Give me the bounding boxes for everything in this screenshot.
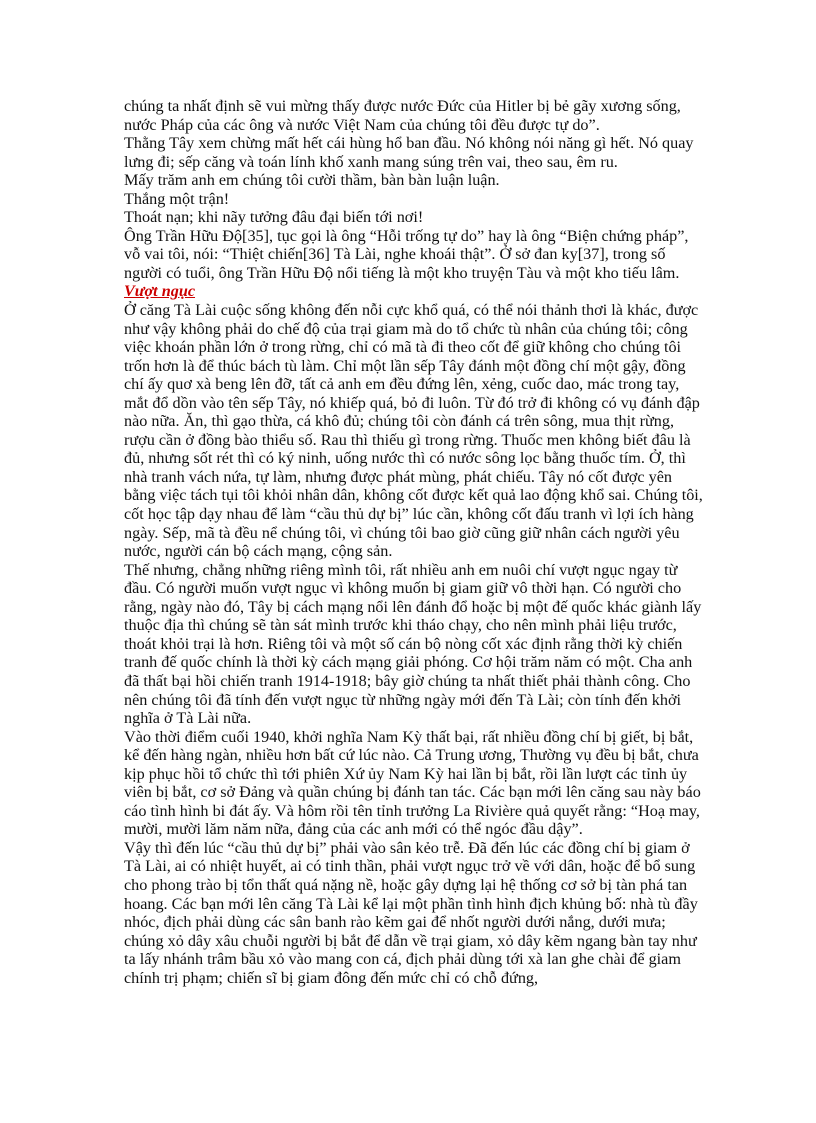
paragraph: Thoát nạn; khi nãy tưởng đâu đại biến tới nơi! [124,208,424,227]
paragraph: Vậy thì đến lúc “cầu thủ dự bị” phải vào sân kẻo trễ. Đã đến lúc các đồng chí bị giam ở Tà Lài, ai có nhiệt huyết, ai có tinh thần, phải vượt ngục trở về với dân, hoặc để bổ sung cho phong trào bị tổn thất quá nặng nề, hoặc gây dựng lại hệ thống cơ sở bị tàn phá tan hoang. Các bạn mới lên căng Tà Lài kể lại một phần tình hình địch khủng bố: nhà tù đầy nhóc, địch phải dùng các sân banh rào kẽm gai để nhốt người dưới nắng, dưới mưa; chúng xỏ dây xâu chuỗi người bị bắt để dẫn về trại giam, xỏ dây kẽm ngang bàn tay như ta lấy nhánh trâm bầu xỏ vào mang con cá, địch phải dùng tới xà lan ghe chài để giam chính trị phạm; chiến sĩ bị giam đông đến mức chỉ có chỗ đứng, [124,838,698,987]
paragraph: chúng ta nhất định sẽ vui mừng thấy được nước Đức của Hitler bị bẻ gãy xương sống, nước Pháp của các ông và nước Việt Nam của chúng tôi đều được tự do”. [124,97,681,134]
paragraph: Thắng một trận! [124,189,230,208]
section-heading: Vượt ngục [124,282,196,301]
document-page [124,97,704,987]
paragraph: Mấy trăm anh em chúng tôi cười thầm, bàn bàn luận luận. [124,171,500,190]
paragraph: Thằng Tây xem chừng mất hết cái hùng hổ ban đầu. Nó không nói năng gì hết. Nó quay lưng đi; sếp căng và toán lính khố xanh mang súng trên vai, theo sau, êm ru. [124,134,694,171]
paragraph: Ở căng Tà Lài cuộc sống không đến nỗi cực khổ quá, có thể nói thảnh thơi là khác, được như vậy không phải do chế độ của trại giam mà do tổ chức tù nhân của chúng tôi; công việc khoán phần lớn ở trong rừng, chỉ có mã tà đi theo cốt để giữ không cho chúng tôi trốn hơn là để thúc bách tù làm. Chỉ một lần sếp Tây đánh một đồng chí một gậy, đồng chí ấy quơ xà beng lên đỡ, tất cả anh em đều đứng lên, xẻng, cuốc dao, mác trong tay, mắt đổ dồn vào tên sếp Tây, nó khiếp quá, bỏ đi luôn. Từ đó trở đi không có vụ đánh đập nào nữa. Ăn, thì gạo thừa, cá khô đủ; chúng tôi còn đánh cá trên sông, mua thịt rừng, rượu cần ở đồng bào thiểu số. Rau thì thiếu gì trong rừng. Thuốc men không biết đâu là đủ, nhưng sốt rét thì có ký ninh, uống nước thì có nước sông lọc bằng thuốc tím. Ở, thì nhà tranh vách nứa, tự làm, nhưng được phát mùng, phát chiếu. Tây nó cốt được yên bằng việc tách tụi tôi khỏi nhân dân, không cốt được kết quả lao động khổ sai. Chúng tôi, cốt học tập dạy nhau để làm “cầu thủ dự bị” lúc cần, không cốt đấu tranh vì lợi ích hàng ngày. Sếp, mã tà đều nể chúng tôi, vì chúng tôi bao giờ cũng giữ nhân cách người yêu nước, người cán bộ cách mạng, cộng sản. [124,301,703,561]
paragraph: Thế nhưng, chẳng những riêng mình tôi, rất nhiều anh em nuôi chí vượt ngục ngay từ đầu. Có người muốn vượt ngục vì không muốn bị giam giữ vô thời hạn. Có người cho rằng, ngày nào đó, Tây bị cách mạng nổi lên đánh đổ hoặc bị một đế quốc khác giành lấy thuộc địa thì chúng sẽ tàn sát mình trước khi tháo chạy, cho nên mình phải liệu trước, thoát khỏi trại là hơn. Riêng tôi và một số cán bộ nòng cốt xác định rằng thời kỳ chiến tranh đế quốc chính là thời kỳ cách mạng giải phóng. Cơ hội trăm năm có một. Cha anh đã thất bại hồi chiến tranh 1914-1918; bây giờ chúng ta nhất thiết phải thành công. Cho nên chúng tôi đã tính đến vượt ngục từ những ngày mới đến Tà Lài; còn tính đến khởi nghĩa ở Tà Lài nữa. [124,560,702,728]
paragraph: Ông Trần Hữu Độ[35], tục gọi là ông “Hỗi trống tự do” hay là ông “Biện chứng pháp”, vỗ vai tôi, nói: “Thiệt chiến[36] Tà Lài, nghe khoái thật”. Ở sở đan ky[37], trong số người có tuổi, ông Trần Hữu Độ nổi tiếng là một kho truyện Tàu và một kho tiếu lâm. [124,226,689,282]
paragraph: Vào thời điểm cuối 1940, khởi nghĩa Nam Kỳ thất bại, rất nhiều đồng chí bị giết, bị bắt, kể đến hàng ngàn, nhiều hơn bất cứ lúc nào. Cả Trung ương, Thường vụ đều bị bắt, chưa kịp phục hồi tổ chức thì tới phiên Xứ ủy Nam Kỳ hai lần bị bắt, rồi lần lượt các tỉnh ủy viên bị bắt, cơ sở Đảng và quần chúng bị đánh tan tác. Các bạn mới lên căng sau này báo cáo tình hình bi đát ấy. Và hôm rồi tên tỉnh trưởng La Rivière quả quyết rằng: “Hoạ may, mười, mười lăm năm nữa, đảng của các anh mới có thể ngóc đầu dậy”. [124,727,701,839]
